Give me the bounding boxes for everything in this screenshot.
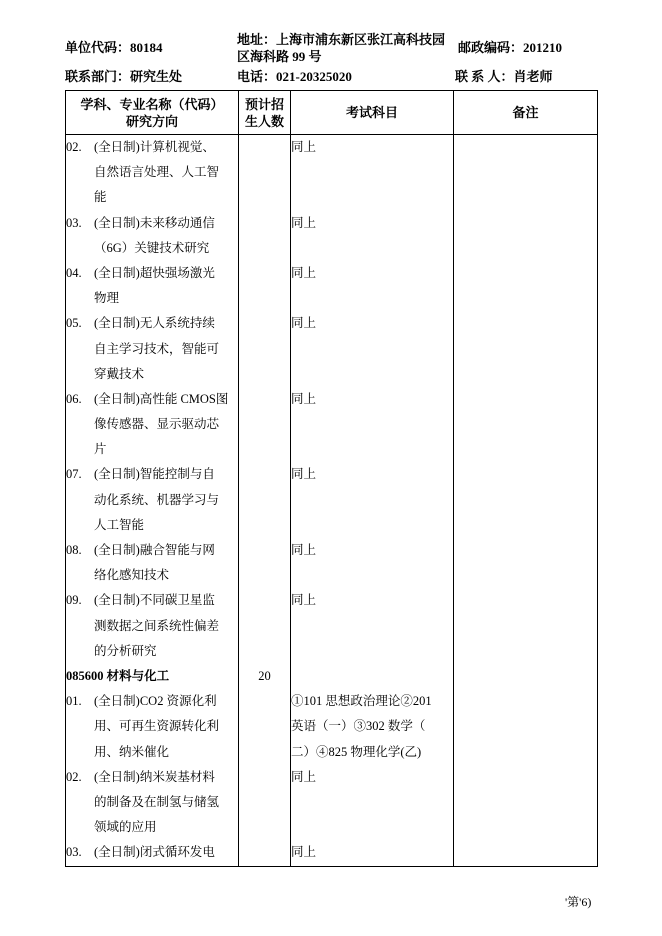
exam-line — [291, 513, 453, 538]
exam-line: 同上 — [291, 543, 317, 557]
direction-line — [66, 614, 238, 639]
exam-line: 同上 — [291, 140, 317, 154]
direction-line — [66, 261, 238, 286]
count-cell — [239, 437, 290, 462]
direction-line — [66, 337, 238, 362]
exam-line — [291, 185, 453, 210]
direction-line — [66, 790, 238, 815]
direction-line — [66, 211, 238, 236]
direction-line — [66, 362, 238, 387]
count-cell — [239, 538, 290, 563]
direction-text: (全日制)智能控制与自 — [94, 467, 215, 482]
direction-text: 的分析研究 — [94, 643, 157, 658]
exam-line: 同上 — [291, 215, 317, 230]
direction-line — [66, 765, 238, 790]
direction-line — [66, 185, 238, 210]
direction-text: （6G）关键技术研究 — [94, 240, 210, 255]
exam-line: 同上 — [291, 845, 317, 860]
direction-line — [66, 689, 238, 714]
table-body — [66, 135, 598, 867]
count-cell — [239, 286, 290, 311]
header-count-line2: 生人数 — [244, 113, 284, 129]
exam-line — [291, 286, 453, 311]
exam-line: 同上 — [291, 593, 317, 608]
direction-text: (全日制)CO2 资源化利 — [94, 694, 217, 709]
exam-line: 英语（一）③302 数学（ — [291, 719, 426, 734]
exam-line: 同上 — [291, 467, 317, 482]
direction-text: (全日制)计算机视觉、 — [94, 140, 215, 154]
direction-line — [66, 815, 238, 840]
direction-line — [66, 311, 238, 336]
exam-line — [291, 160, 453, 185]
exam-line: 同上 — [291, 769, 317, 784]
count-cell — [239, 790, 290, 815]
contact: 联 系 人：肖老师 — [455, 69, 553, 84]
count-cell — [239, 563, 290, 588]
header-count — [239, 91, 291, 135]
direction-line — [66, 538, 238, 563]
exam-line — [291, 412, 453, 437]
direction-text: 动化系统、机器学习与 — [94, 492, 220, 507]
admissions-table — [65, 90, 598, 867]
count-cell — [239, 261, 290, 286]
direction-text: 用、可再生资源转化利 — [94, 719, 220, 734]
direction-text: 穿戴技术 — [94, 366, 145, 381]
count-cell — [239, 840, 290, 865]
count-cell — [239, 337, 290, 362]
direction-line — [66, 437, 238, 462]
direction-number: 09. — [66, 593, 82, 608]
direction-line — [66, 286, 238, 311]
exam-line — [291, 362, 453, 387]
direction-line — [66, 488, 238, 513]
header-subject-line1: 学科、专业名称（代码） — [80, 96, 224, 112]
direction-line — [66, 462, 238, 487]
direction-text: (全日制)闭式循环发电 — [94, 845, 215, 860]
direction-number: 03. — [66, 845, 82, 860]
header-subject — [66, 91, 239, 135]
direction-number: 06. — [66, 391, 82, 406]
header-subject-line2: 研究方向 — [125, 113, 178, 129]
page-number: '第'6) — [565, 895, 592, 909]
subject-row: 085600 材料与化工 — [66, 668, 170, 683]
direction-text: 用、纳米催化 — [94, 744, 170, 759]
exam-line: 同上 — [291, 391, 317, 406]
exam-line: 二）④825 物理化学(乙) — [291, 744, 422, 759]
direction-text: 物理 — [94, 291, 120, 306]
exam-line — [291, 437, 453, 462]
count-cell — [239, 740, 290, 765]
exam-line — [291, 790, 453, 815]
count-cell — [239, 185, 290, 210]
direction-line — [66, 740, 238, 765]
exam-column — [291, 135, 454, 867]
count-cell — [239, 387, 290, 412]
count-cell — [239, 714, 290, 739]
direction-line — [66, 236, 238, 261]
direction-number: 08. — [66, 543, 82, 557]
exam-line — [291, 664, 453, 689]
direction-line — [66, 714, 238, 739]
exam-line — [291, 488, 453, 513]
header-count-line1: 预计招 — [244, 96, 284, 112]
direction-line — [66, 135, 238, 160]
direction-text: 片 — [94, 442, 107, 457]
direction-text: 络化感知技术 — [94, 568, 170, 583]
header-notes: 备注 — [454, 91, 598, 135]
direction-number: 07. — [66, 467, 82, 482]
direction-number: 04. — [66, 265, 82, 280]
exam-line: 同上 — [291, 316, 317, 331]
direction-number: 01. — [66, 694, 82, 709]
count-cell — [239, 488, 290, 513]
direction-text: 人工智能 — [94, 517, 145, 532]
count-cell — [239, 639, 290, 664]
count-cell — [239, 412, 290, 437]
direction-text: (全日制)融合智能与网 — [94, 543, 215, 557]
exam-line: ①101 思想政治理论②201 — [291, 694, 432, 709]
direction-number: 02. — [66, 769, 82, 784]
direction-line — [66, 840, 238, 865]
direction-text: 的制备及在制氢与储氢 — [94, 794, 220, 809]
count-cell — [239, 462, 290, 487]
direction-line — [66, 160, 238, 185]
count-cell — [239, 513, 290, 538]
unit-code: 单位代码：80184 — [65, 40, 163, 55]
count-cell — [239, 588, 290, 613]
address-line1: 地址：上海市浦东新区张江高科技园 — [237, 32, 446, 47]
exam-line — [291, 614, 453, 639]
direction-line — [66, 563, 238, 588]
count-cell — [239, 311, 290, 336]
exam-line — [291, 236, 453, 261]
count-cell: 20 — [258, 668, 271, 683]
postcode: 邮政编码：201210 — [458, 40, 563, 55]
count-cell — [239, 765, 290, 790]
exam-line — [291, 639, 453, 664]
count-column — [239, 135, 291, 867]
direction-text: 测数据之间系统性偏差 — [94, 618, 220, 633]
direction-number: 03. — [66, 215, 82, 230]
direction-number: 05. — [66, 316, 82, 331]
count-cell — [239, 160, 290, 185]
exam-line — [291, 815, 453, 840]
direction-line — [66, 588, 238, 613]
count-cell — [239, 362, 290, 387]
direction-text: 自主学习技术，智能可 — [94, 341, 220, 356]
direction-text: (全日制)纳米炭基材料 — [94, 769, 215, 784]
count-cell — [239, 614, 290, 639]
count-cell — [239, 211, 290, 236]
phone: 电话：021-20325020 — [237, 69, 352, 84]
direction-text: 自然语言处理、人工智 — [94, 165, 220, 180]
department: 联系部门：研究生处 — [65, 69, 183, 84]
count-cell — [239, 236, 290, 261]
header-exam: 考试科目 — [291, 91, 454, 135]
direction-line — [66, 412, 238, 437]
direction-text: 领域的应用 — [94, 820, 157, 835]
direction-text: 像传感器、显示驱动芯 — [94, 417, 220, 432]
direction-text: (全日制)高性能 CMOS — [94, 391, 216, 406]
direction-text: (全日制)超快强场激光 — [94, 265, 215, 280]
exam-line — [291, 337, 453, 362]
table-header — [66, 91, 598, 135]
direction-number: 02. — [66, 140, 82, 154]
overflow-char: 图 — [215, 391, 229, 406]
direction-line — [66, 639, 238, 664]
count-cell — [239, 815, 290, 840]
direction-line — [66, 513, 238, 538]
direction-text: (全日制)无人系统持续 — [94, 316, 215, 331]
address-line2: 区海科路 99 号 — [237, 49, 322, 64]
subject-column — [66, 135, 239, 867]
notes-column — [454, 135, 598, 867]
direction-text: (全日制)不同碳卫星监 — [94, 593, 215, 608]
direction-line — [66, 387, 238, 412]
exam-line — [291, 563, 453, 588]
exam-line: 同上 — [291, 265, 317, 280]
direction-text: 能 — [94, 190, 107, 205]
count-cell — [239, 135, 290, 160]
count-cell — [239, 689, 290, 714]
direction-text: (全日制)未来移动通信 — [94, 215, 215, 230]
